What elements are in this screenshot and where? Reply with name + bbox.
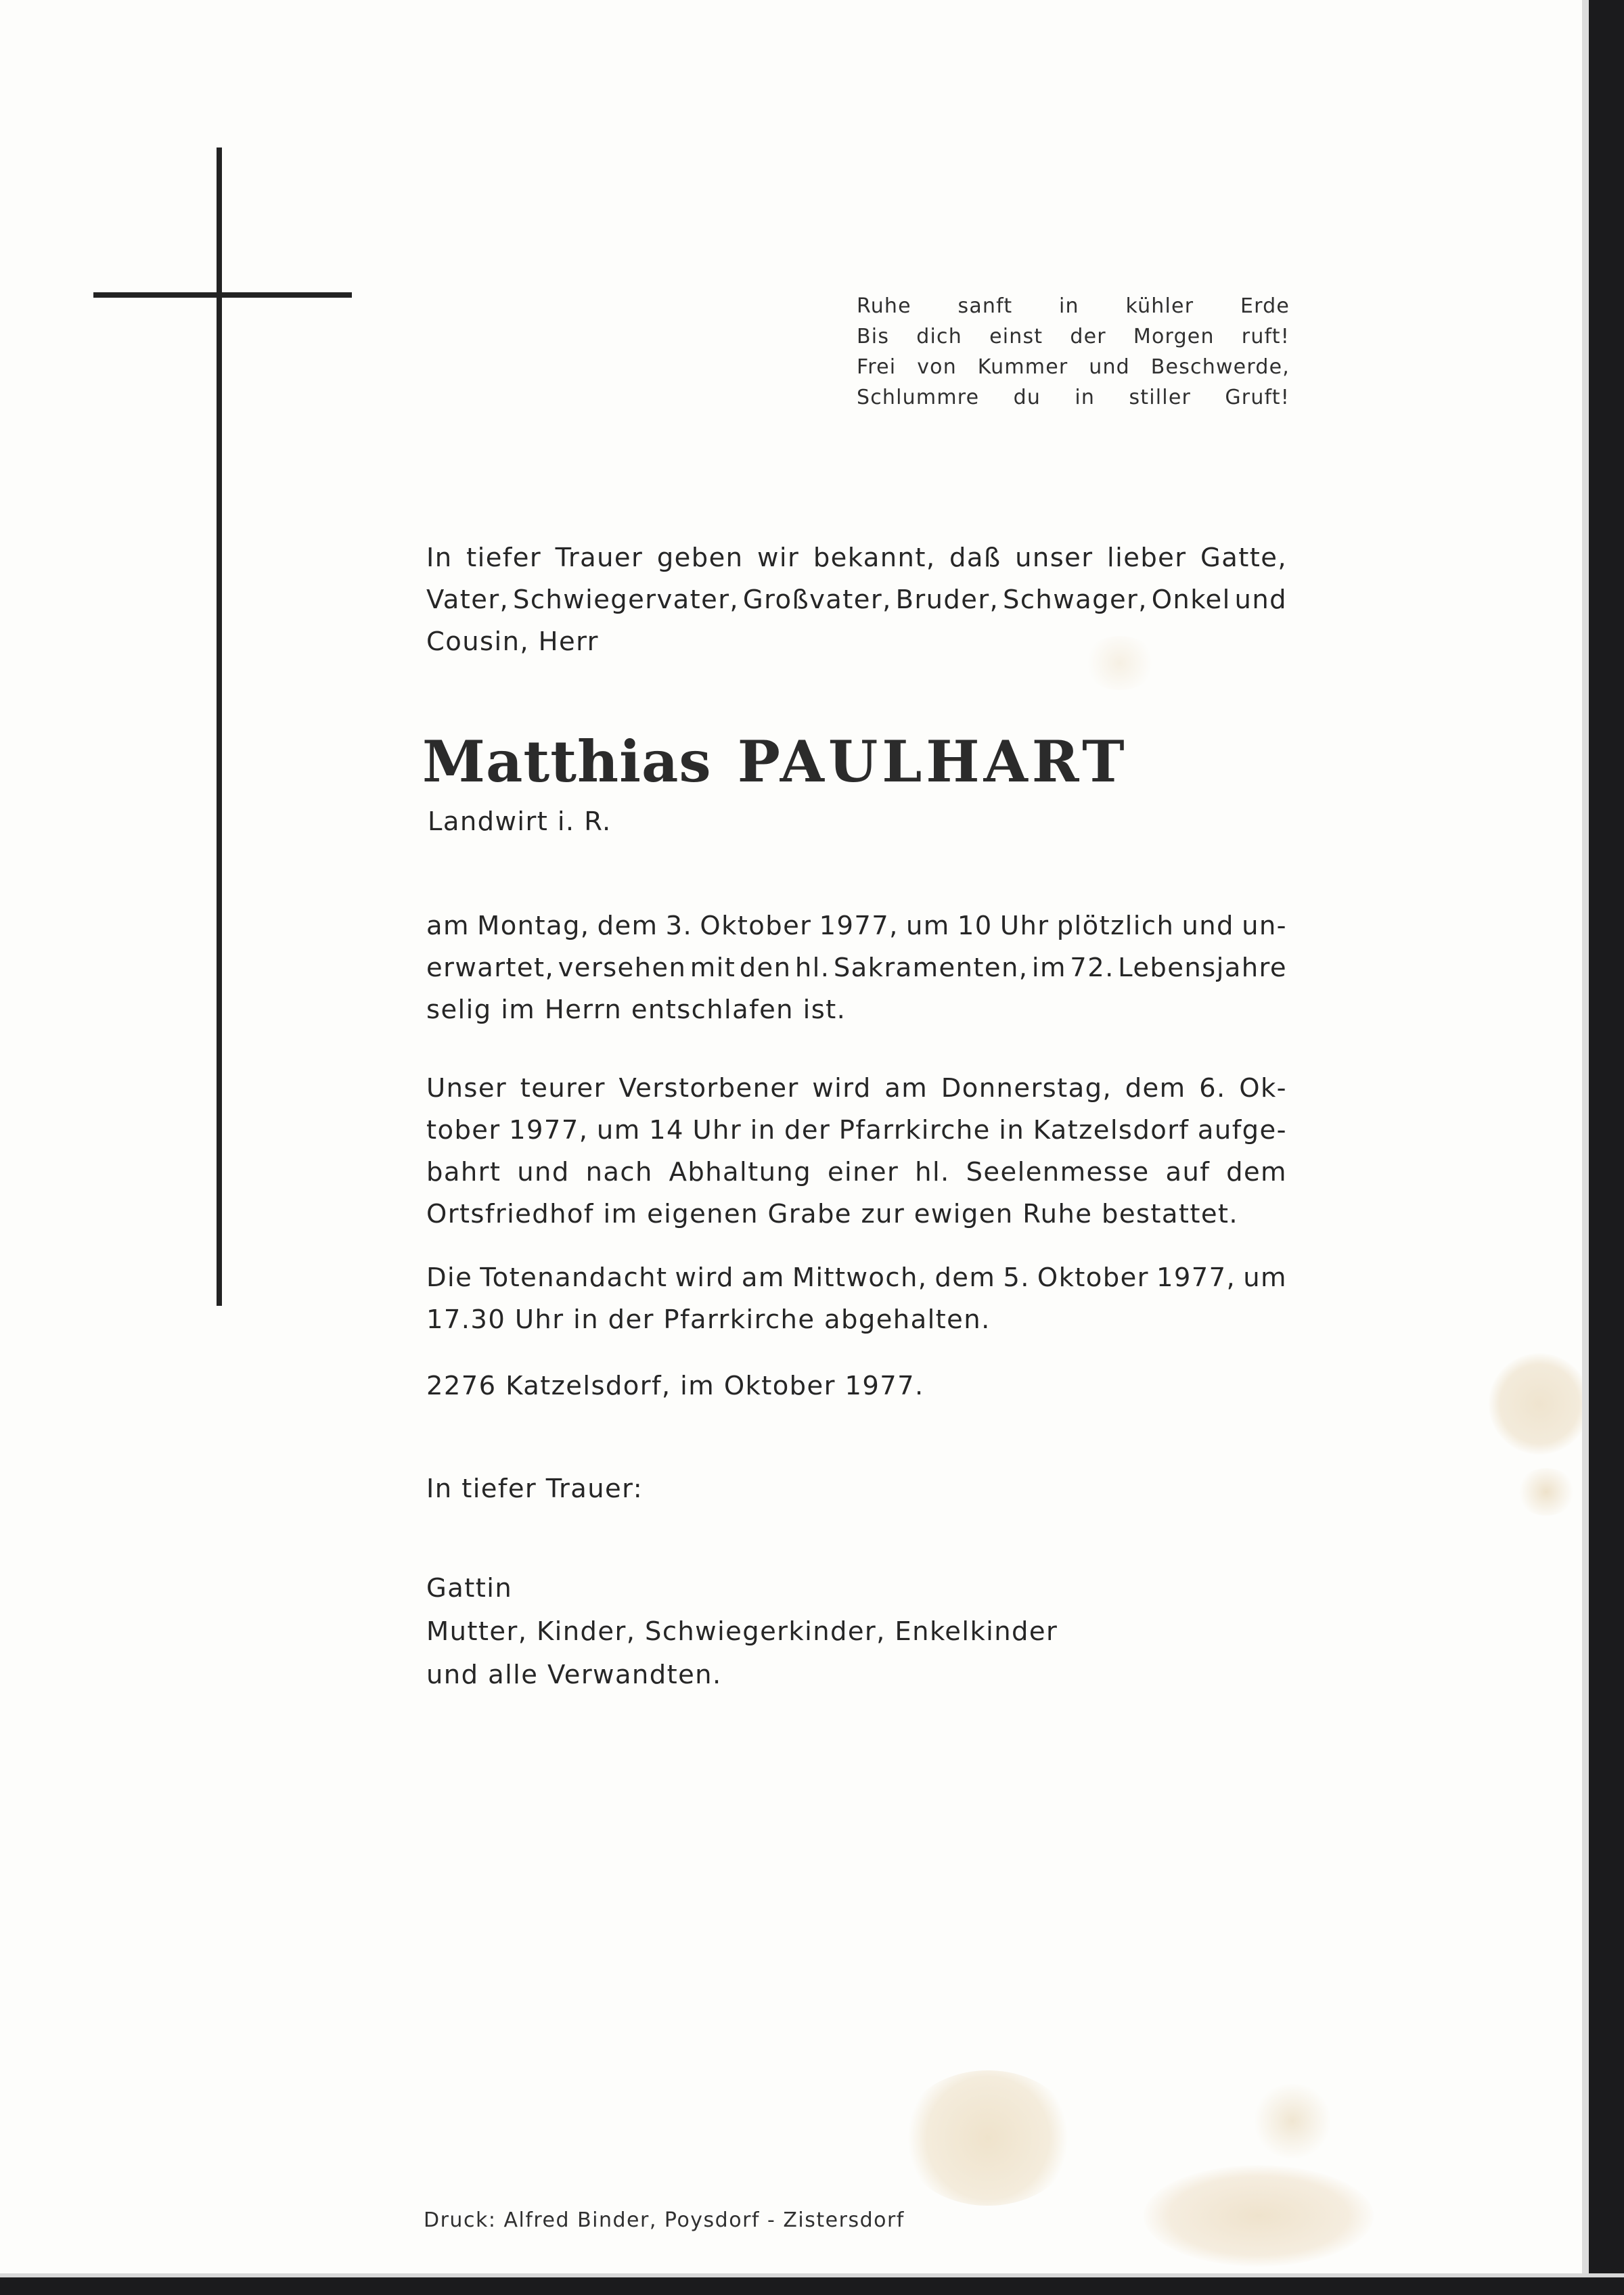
death-line: am Montag, dem 3. Oktober 1977, um 10 Uhr plötzlich und un- bbox=[426, 911, 1287, 941]
vigil-line: Die Totenandacht wird am Mittwoch, dem 5. Oktober 1977, um bbox=[426, 1263, 1287, 1293]
intro-line: Vater, Schwiegervater, Großvater, Bruder, Schwager, Onkel und bbox=[426, 585, 1287, 615]
poem bbox=[857, 291, 1290, 413]
burial-line: Unser teurer Verstorbener wird am Donnerstag, dem 6. Ok- bbox=[426, 1073, 1287, 1104]
poem-line: Schlummre du in stiller Gruft! bbox=[857, 386, 1290, 409]
poem-line: Frei von Kummer und Beschwerde, bbox=[857, 355, 1290, 379]
poem-line: Ruhe sanft in kühler Erde bbox=[857, 294, 1290, 318]
vigil-paragraph bbox=[426, 1257, 1287, 1341]
poem-line: Bis dich einst der Morgen ruft! bbox=[857, 325, 1290, 348]
stain-mark bbox=[1144, 2165, 1374, 2267]
last-name: PAULHART bbox=[737, 728, 1129, 795]
intro-line: In tiefer Trauer geben wir bekannt, daß unser lieber Gatte, bbox=[426, 543, 1287, 573]
death-line: selig im Herrn entschlafen ist. bbox=[426, 995, 847, 1025]
deceased-title: Landwirt i. R. bbox=[428, 806, 612, 837]
cross-bar bbox=[93, 292, 352, 298]
mourners-list bbox=[426, 1567, 1287, 1697]
place-date-text: 2276 Katzelsdorf, im Oktober 1977. bbox=[426, 1371, 924, 1401]
stain-mark bbox=[1252, 2084, 1333, 2158]
intro-line: Cousin, Herr bbox=[426, 627, 599, 657]
mourner-line: Mutter, Kinder, Schwiegerkinder, Enkelkinder bbox=[426, 1616, 1058, 1647]
scan-border-right bbox=[1582, 0, 1624, 2295]
mourning-heading bbox=[426, 1468, 1287, 1510]
death-line: erwartet, versehen mit den hl. Sakramenten, im 72. Lebensjahre bbox=[426, 953, 1287, 983]
vigil-line: 17.30 Uhr in der Pfarrkirche abgehalten. bbox=[426, 1304, 991, 1335]
mourner-line: und alle Verwandten. bbox=[426, 1660, 722, 1690]
mourning-heading-text: In tiefer Trauer: bbox=[426, 1474, 644, 1504]
intro-paragraph bbox=[426, 537, 1287, 663]
printer-imprint: Druck: Alfred Binder, Poysdorf - Zistersdorf bbox=[424, 2208, 905, 2232]
cross-icon bbox=[217, 147, 222, 1306]
scan-border-bottom bbox=[0, 2273, 1624, 2295]
stain-mark bbox=[1516, 1468, 1577, 1516]
burial-paragraph bbox=[426, 1068, 1287, 1235]
first-name: Matthias bbox=[422, 728, 712, 795]
mourner-line: Gattin bbox=[426, 1573, 513, 1604]
place-date bbox=[426, 1365, 1287, 1407]
burial-line: bahrt und nach Abhaltung einer hl. Seelenmesse auf dem bbox=[426, 1157, 1287, 1187]
deceased-name bbox=[422, 728, 1129, 796]
burial-line: tober 1977, um 14 Uhr in der Pfarrkirche in Katzelsdorf aufge- bbox=[426, 1115, 1287, 1145]
burial-line: Ortsfriedhof im eigenen Grabe zur ewigen Ruhe bestattet. bbox=[426, 1199, 1239, 1229]
stain-mark bbox=[1489, 1353, 1590, 1455]
stain-mark bbox=[900, 2070, 1076, 2206]
death-paragraph bbox=[426, 905, 1287, 1031]
